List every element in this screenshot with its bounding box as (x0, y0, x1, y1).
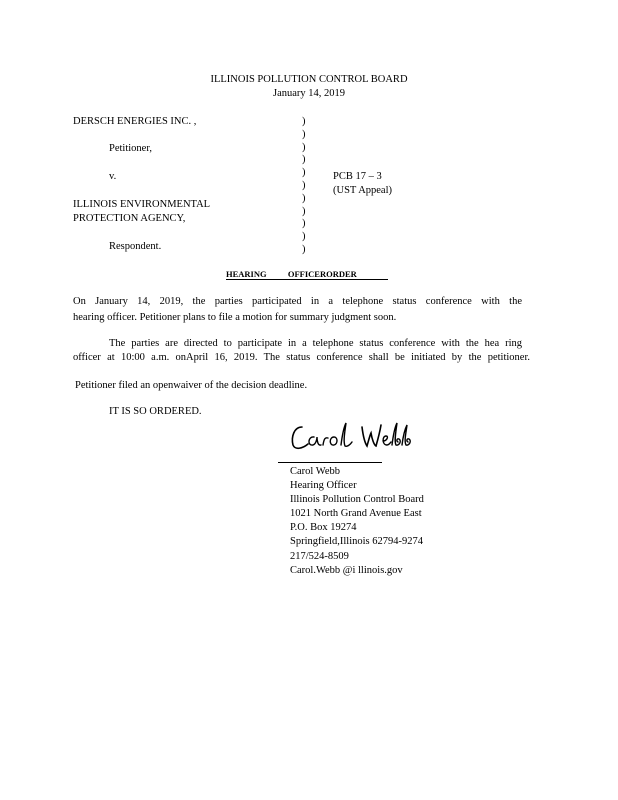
signature-block (290, 465, 424, 578)
order-title: HEARING OFFICERORDER (226, 269, 388, 280)
agency-header: ILLINOIS POLLUTION CONTROL BOARD (210, 74, 408, 85)
paren: ) (302, 231, 306, 243)
signer-email[interactable]: Carol.Webb @i llinois.gov (290, 564, 403, 576)
signer-name: Carol Webb (290, 466, 340, 477)
respondent-role: Respondent. (109, 241, 162, 252)
paren: ) (302, 192, 306, 204)
signature-line (278, 462, 382, 463)
paragraph-2-line-2: officer at 10:00 a.m. onApril 16, 2019. The status conference shall be initiated by the petitioner. (73, 352, 530, 363)
paren: ) (302, 179, 306, 191)
signer-org: Illinois Pollution Control Board (290, 494, 424, 506)
paren: ) (302, 218, 306, 230)
case-type: (UST Appeal) (333, 185, 393, 196)
paragraph-2-line-1: The parties are directed to participate in a telephone status conference with the hea ring (109, 338, 522, 349)
signer-title: Hearing Officer (290, 480, 357, 492)
respondent-name-line1: ILLINOIS ENVIRONMENTAL (73, 199, 211, 210)
so-ordered: IT IS SO ORDERED. (109, 406, 202, 417)
paragraph-1-line-1: On January 14, 2019, the parties participated in a telephone status conference with the (73, 296, 522, 307)
case-number: PCB 17 – 3 (333, 171, 382, 182)
paren: ) (302, 154, 306, 166)
order-date: January 14, 2019 (272, 88, 346, 99)
paragraph-3: Petitioner filed an openwaiver of the decision deadline. (75, 380, 308, 391)
versus: v. (109, 171, 117, 182)
signer-phone: 217/524-8509 (290, 550, 349, 562)
paren: ) (302, 243, 306, 255)
petitioner-role: Petitioner, (109, 143, 153, 154)
respondent-name-line2: PROTECTION AGENCY, (73, 213, 186, 224)
petitioner-name: DERSCH ENERGIES INC. , (73, 116, 197, 127)
handwritten-signature (288, 419, 418, 459)
signer-street: 1021 North Grand Avenue East (290, 508, 422, 520)
paren: ) (302, 205, 306, 217)
paren: ) (302, 167, 306, 179)
signer-city: Springfield,Illinois 62794-9274 (290, 536, 423, 548)
signer-pobox: P.O. Box 19274 (290, 522, 357, 534)
paragraph-1-line-2: hearing officer. Petitioner plans to file a motion for summary judgment soon. (73, 312, 397, 323)
paren: ) (302, 116, 306, 127)
paren: ) (302, 141, 306, 153)
caption-parentheses (302, 116, 306, 257)
paren: ) (302, 128, 306, 140)
